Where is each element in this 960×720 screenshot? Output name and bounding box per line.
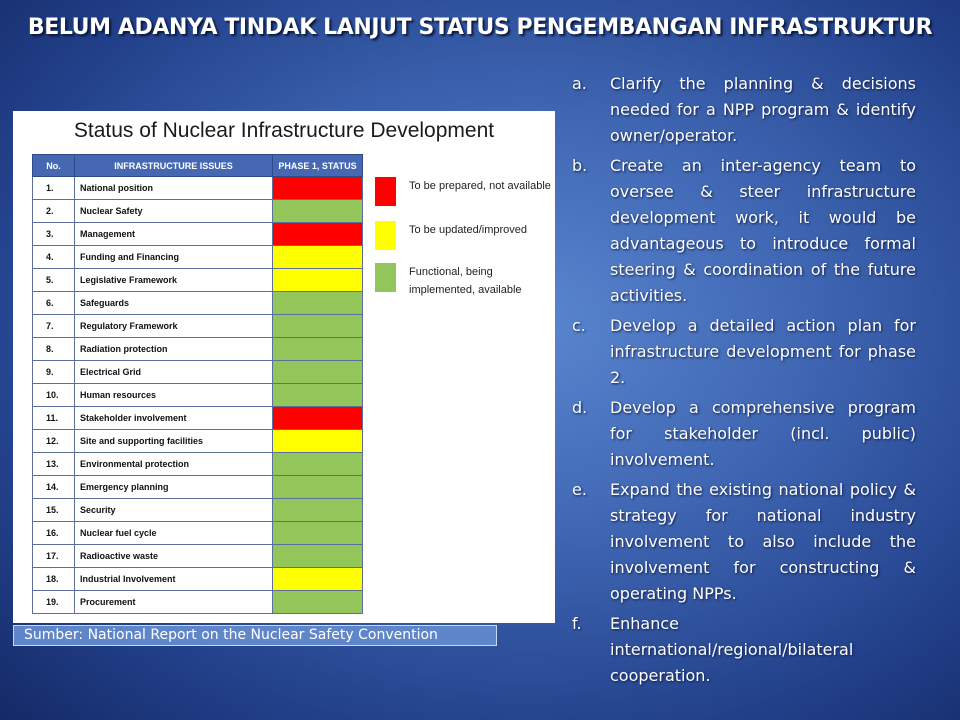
status-cell-red [273,177,363,200]
list-marker: a. [572,74,587,93]
row-number: 3. [33,223,75,246]
table-row [33,430,363,453]
status-cell-green [273,476,363,499]
status-cell-yellow [273,269,363,292]
table-row [33,361,363,384]
table-row [33,269,363,292]
list-marker: c. [572,316,586,335]
row-number: 4. [33,246,75,269]
legend-swatch-red [375,177,396,206]
row-number: 17. [33,545,75,568]
infrastructure-issue: Nuclear fuel cycle [75,522,273,545]
status-cell-green [273,315,363,338]
status-cell-green [273,361,363,384]
row-number: 6. [33,292,75,315]
infrastructure-issue: Radiation protection [75,338,273,361]
status-cell-yellow [273,430,363,453]
infrastructure-status-table [32,154,363,614]
infrastructure-issue: Radioactive waste [75,545,273,568]
status-cell-yellow [273,568,363,591]
status-cell-green [273,453,363,476]
legend-label-green: Functional, being implemented, available [409,266,522,296]
list-item-text: Create an inter-agency team to oversee & steer infrastructure development work, it would be advantageous to introduce formal steering & coordination of the future activities. [610,156,916,305]
status-cell-red [273,407,363,430]
table-row [33,338,363,361]
table-row [33,407,363,430]
legend-swatch-yellow [375,221,396,250]
table-row [33,453,363,476]
row-number: 8. [33,338,75,361]
table-row [33,223,363,246]
infrastructure-issue: Site and supporting facilities [75,430,273,453]
infrastructure-issue: Nuclear Safety [75,200,273,223]
table-row [33,384,363,407]
legend-label-red: To be prepared, not available [409,180,551,192]
status-cell-green [273,384,363,407]
status-cell-green [273,545,363,568]
list-item [572,477,916,607]
legend-label-yellow: To be updated/improved [409,224,528,236]
column-header-no: No. [33,155,75,177]
table-row [33,177,363,200]
infrastructure-issue: Management [75,223,273,246]
row-number: 10. [33,384,75,407]
list-item [572,611,916,689]
row-number: 12. [33,430,75,453]
status-cell-green [273,499,363,522]
list-item [572,153,916,309]
status-cell-green [273,200,363,223]
list-item [572,71,916,149]
infrastructure-issue: Regulatory Framework [75,315,273,338]
infrastructure-issue: Security [75,499,273,522]
table-header-row [33,155,363,177]
infrastructure-issue: Emergency planning [75,476,273,499]
status-cell-green [273,292,363,315]
infrastructure-issue: Environmental protection [75,453,273,476]
infrastructure-issue: Safeguards [75,292,273,315]
infrastructure-issue: Procurement [75,591,273,614]
row-number: 9. [33,361,75,384]
row-number: 18. [33,568,75,591]
infrastructure-issue: Legislative Framework [75,269,273,292]
row-number: 14. [33,476,75,499]
list-item [572,313,916,391]
row-number: 15. [33,499,75,522]
table-row [33,292,363,315]
row-number: 11. [33,407,75,430]
list-marker: d. [572,398,588,417]
status-cell-green [273,338,363,361]
table-row [33,568,363,591]
row-number: 1. [33,177,75,200]
status-cell-green [273,522,363,545]
table-row [33,591,363,614]
list-marker: f. [572,614,582,633]
table-row [33,200,363,223]
list-marker: e. [572,480,587,499]
status-cell-red [273,223,363,246]
row-number: 16. [33,522,75,545]
infrastructure-issue: Human resources [75,384,273,407]
row-number: 2. [33,200,75,223]
list-marker: b. [572,156,588,175]
list-item-text: Develop a comprehensive program for stakeholder (incl. public) involvement. [610,398,916,469]
row-number: 19. [33,591,75,614]
infrastructure-issue: Stakeholder involvement [75,407,273,430]
slide-title: BELUM ADANYA TINDAK LANJUT STATUS PENGEMBANGAN INFRASTRUKTUR [27,15,933,40]
row-number: 13. [33,453,75,476]
list-item-text: Clarify the planning & decisions needed for a NPP program & identify owner/operator. [610,74,916,145]
column-header-status: PHASE 1, STATUS [273,155,363,177]
legend-swatch-green [375,263,396,292]
table-row [33,315,363,338]
table-row [33,499,363,522]
table-row [33,522,363,545]
source-caption: Sumber: National Report on the Nuclear Safety Convention [13,625,497,646]
status-cell-green [273,591,363,614]
infrastructure-status-figure [13,111,555,623]
recommendations-list [572,71,916,693]
list-item-text: Develop a detailed action plan for infrastructure development for phase 2. [610,316,916,387]
table-row [33,545,363,568]
infrastructure-issue: National position [75,177,273,200]
status-cell-yellow [273,246,363,269]
infrastructure-issue: Funding and Financing [75,246,273,269]
column-header-issues: INFRASTRUCTURE ISSUES [75,155,273,177]
list-item-text: Enhance international/regional/bilateral cooperation. [610,614,854,685]
list-item-text: Expand the existing national policy & strategy for national industry involvement to also include the involvement for constructing & operating NPPs. [610,480,916,603]
figure-title: Status of Nuclear Infrastructure Development [73,119,495,142]
row-number: 5. [33,269,75,292]
infrastructure-issue: Industrial Involvement [75,568,273,591]
list-item [572,395,916,473]
row-number: 7. [33,315,75,338]
table-row [33,476,363,499]
table-row [33,246,363,269]
infrastructure-issue: Electrical Grid [75,361,273,384]
